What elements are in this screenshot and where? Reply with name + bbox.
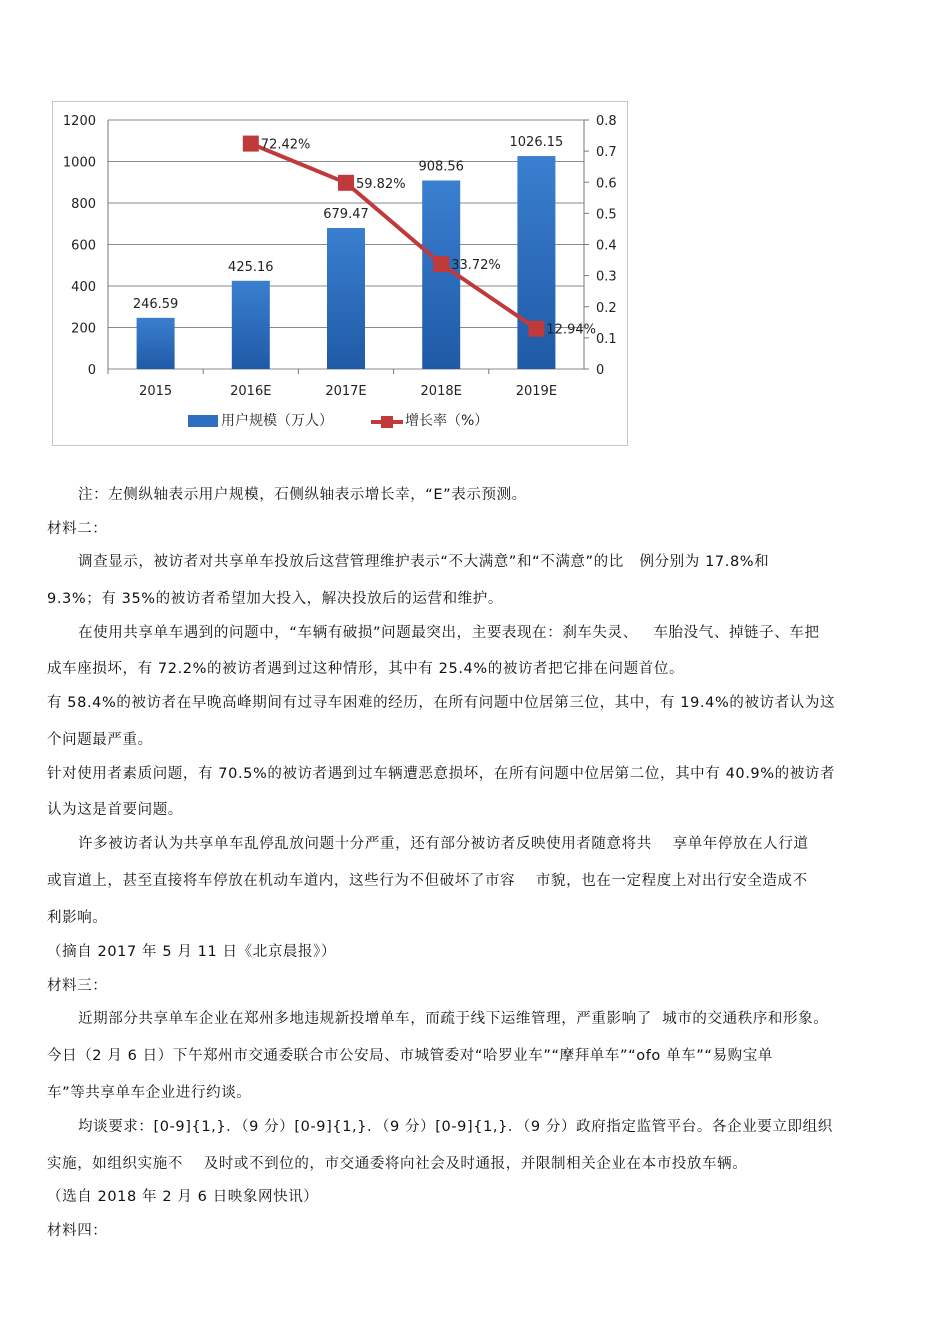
paragraph-line: 有 58.4%的被访者在早晚高峰期间有过寻车困难的经历，在所有问题中位居第三位，其中，有 19.4%的被访者认为这 [47,695,836,711]
paragraph-line: 利影响。 [47,910,108,926]
right-axis-tick-label: 0.3 [596,269,617,285]
bar-value-label: 425.16 [228,259,274,275]
paragraph-line: 或盲道上，甚至直接将车停放在机动车道内，这些行为不但破坏了市容 市貌，也在一定程度上对出行安全造成不 [47,873,808,889]
source-citation: （选自 2018 年 2 月 6 日映象网快讯） [47,1189,319,1205]
legend-swatch-bar [188,415,218,427]
growth-rate-line [251,144,537,329]
growth-rate-marker [338,175,354,191]
legend-label-line: 增长率（%） [405,413,489,429]
right-axis-tick-label: 0 [596,363,605,378]
paragraph-line: 个问题最严重。 [47,732,153,748]
left-axis-tick-label: 1000 [62,155,96,171]
left-axis-tick-label: 1200 [62,114,96,129]
x-axis-tick-label: 2017E [325,384,367,399]
bar [137,318,175,369]
chart-note: 注：左侧纵轴表示用户规模，石侧纵轴表示增长幸，“E”表示预测。 [78,487,527,503]
x-axis-tick-label: 2019E [515,384,558,399]
right-axis-tick-label: 0.5 [596,207,617,223]
bar [327,228,365,369]
paragraph-line: 针对使用者素质问题，有 70.5%的被访者遇到过车辆遭恶意损坏，在所有问题中位居第二位，其中有 40.9%的被访者 [47,766,836,782]
paragraph-line: 今日（2 月 6 日）下午郑州市交通委联合市公安局、市城管委对“哈罗业车”“摩拜单车”“ofo 单车”“易购宝单 [47,1048,773,1064]
growth-rate-label: 72.42% [260,137,311,153]
right-axis-tick-label: 0.4 [596,238,617,254]
growth-rate-label: 12.94% [546,322,596,338]
x-axis-tick-label: 2016E [230,384,272,399]
left-axis-tick-label: 200 [71,321,96,337]
user-scale-growth-chart [53,102,629,447]
paragraph-line: 均谈要求：[0-9]{1,}．（9 分）[0-9]{1,}．（9 分）[0-9]{1,}．（9 分）政府指定监管平台。各企业要立即组织 [78,1119,833,1135]
paragraph-line: 调查显示，被访者对共享单车投放后这营管理维护表示“不大满意”和“不满意”的比 例分别为 17.8%和 [78,554,770,570]
bar [232,281,270,369]
bar-value-label: 246.59 [132,296,179,312]
right-axis-tick-label: 0.2 [596,300,617,316]
left-axis-tick-label: 600 [71,238,96,254]
left-axis-tick-label: 800 [71,197,96,212]
paragraph-line: 9.3%；有 35%的被访者希望加大投入，解决投放后的运营和维护。 [47,591,503,607]
legend-label-bar: 用户规模（万人） [221,413,333,429]
bar-value-label: 679.47 [323,207,369,223]
section-heading: 材料二： [47,521,108,537]
paragraph-line: 实施，如组织实施不 及时或不到位的，市交通委将向社会及时通报，并限制相关企业在本市投放车辆。 [47,1156,748,1172]
x-axis-tick-label: 2015 [139,384,173,399]
x-axis-tick-label: 2018E [420,384,462,399]
paragraph-line: 在使用共享单车遇到的问题中，“车辆有破损”问题最突出，主要表现在：刹车失灵、 车胎没气、掉链子、车把 [78,625,820,641]
paragraph-line: 车”等共享单车企业进行约谈。 [47,1085,252,1101]
right-axis-tick-label: 0.6 [596,176,617,192]
growth-rate-marker [243,136,259,152]
bar-value-label: 908.56 [418,159,464,175]
legend-swatch-marker [381,416,393,428]
growth-rate-marker [528,321,544,337]
paragraph-line: 许多被访者认为共享单车乱停乱放问题十分严重，还有部分被访者反映使用者随意将共 享单年停放在人行道 [78,836,809,852]
bar-value-label: 1026.15 [509,135,564,151]
left-axis-tick-label: 0 [87,363,96,378]
growth-rate-label: 33.72% [451,258,501,274]
source-citation: （摘自 2017 年 5 月 11 日《北京晨报》） [47,944,337,960]
right-axis-tick-label: 0.7 [596,145,617,161]
growth-rate-label: 59.82% [356,176,406,192]
right-axis-tick-label: 0.8 [596,114,617,129]
paragraph-line: 认为这是首要问题。 [47,802,183,818]
section-heading: 材料三： [47,978,108,994]
chart-container [52,101,628,446]
paragraph-line: 成车座损坏，有 72.2%的被访者遇到过这种情形，其中有 25.4%的被访者把它排在问题首位。 [47,661,685,677]
right-axis-tick-label: 0.1 [596,331,617,347]
paragraph-line: 近期部分共享单车企业在郑州多地违规新投增单车，而疏于线下运维管理，严重影响了 城市的交通秩序和形象。 [78,1011,829,1027]
growth-rate-marker [433,256,449,272]
left-axis-tick-label: 400 [71,280,96,295]
section-heading: 材料四： [47,1223,108,1239]
